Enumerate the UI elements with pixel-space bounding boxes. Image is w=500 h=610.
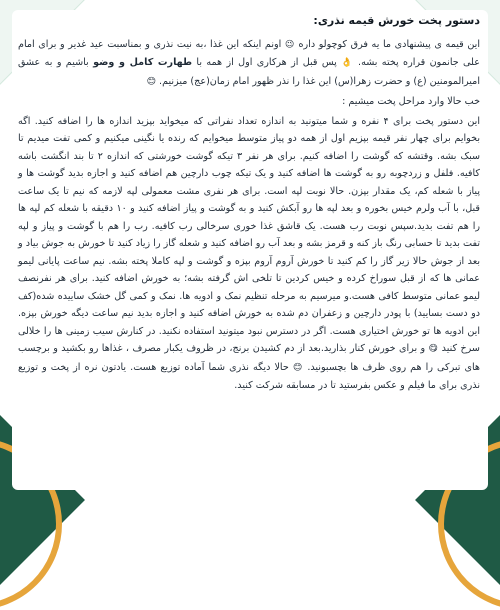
intro-paragraph — [18, 36, 480, 92]
yum-emoji-icon: 😋 — [428, 344, 439, 354]
intro-bold-text: طهارت کامل و وضو — [93, 57, 193, 68]
intro-text-3: پس قبل از هرکاری اول از همه با — [192, 57, 337, 68]
recipe-content — [18, 10, 480, 397]
intro-text-2: اونم اینکه این غذا ،به نیت نذری و بمناسبت عید غدیر و برای امام علی جانمون قراره پخته بشه. — [18, 38, 480, 68]
recipe-body-text-2: و برای خورش کنار بذارید.بعد از دم کشیدن برنج، در ظروف یکبار مصرف ، غذاها رو بکشید و برچسب های تبرکی را هم روی ظرف ها بچسبونید. — [18, 343, 480, 373]
ok-hand-emoji-icon: 👌 — [341, 58, 354, 68]
recipe-body-text-3: حالا دیگه نذری شما آماده توزیع هست. یادتون نره از پخت و توزیع نذری برای ما فیلم و عکس بفرستید تا در مسابقه شرکت کنید. — [18, 361, 480, 391]
intro-text-1: این قیمه ی پیشنهادی ما یه فرق کوچولو داره — [298, 38, 480, 50]
recipe-body-text-1: این دستور پخت برای ۴ نفره و شما میتونید به اندازه تعداد نفراتی که میخواید بپزید اندازه ها را اضافه کنید. اگه بخوایم برای چهار نفر قیمه بپزیم اول از همه دو پیاز متوسط میخوایم که رنده یا نگینی میکنیم و کمی تفت میدیم تا سبک بشه. وقتشه که گوشت را اضافه کنیم. برای هر نفر ۳ تیکه گوشت خورشتی که اندازه ۲ تا بند انگشت باشه کافیه. فلفل و زردچوبه رو به گوشت ها اضافه کنید و یک تیکه چوب دارچین هم اضافه کنید و اجازه بدید گوشت ها و پیاز با شعله کم، یک مقدار بپزن. حالا نوبت لپه است. برای هر نفری مشت معمولی لپه لازمه که نیم تا یک ساعت قبل، با آب ولرم خیس بخوره و بعد لپه ها رو آبکش کنید و به گوشت و پیاز اضافه کنید و ۱۰ دقیقه با شعله کم لپه ها را هم تفت بدید.سپس نوبت رب هست. یک قاشق غذا خوری سرخالی رب کافیه. رب را هم با گوشت و پیاز و لپه تفت بدید تا حسابی رنگ باز کنه و قرمز بشه و بعد آب رو اضافه کنید و شعله گاز را زیاد کنید تا خورش به جوش بیاد و بعد از جوش حالا زیر گاز را کم کنید تا خورش آروم آروم بپزه و گوشت و لپه کاملا پخته بشه. نیم ساعت پایانی لیمو عمانی ها که از قبل سوراخ کرده و خیس کردین تا تلخی اش گرفته بشه؛ به خورش اضافه کنید. برای هر نفرنصف لیمو عمانی متوسط کافی هست.و میرسیم به مرحله تنظیم نمک و ادویه ها. نمک و کمی گل خشک ساییده شده(کف دو دست بسایید) با پودر دارچین و زعفران دم شده به خورش اضافه کنید و اجازه بدید نیم ساعت دیگه خورش بپزه. این ادویه ها تو خورش اختیاری هست. اگر در دسترس نبود میتونید استفاده نکنید. در کنارش سیب زمینی ها را خلالی سرخ کنید — [18, 115, 481, 354]
wink-emoji-icon: 😉 — [284, 39, 295, 50]
recipe-title: دستور پخت خورش قیمه نذری: — [313, 14, 480, 27]
blush-emoji-icon: 😊 — [292, 362, 304, 373]
intro-text-4: باشیم و به عشق امیرالمومنین (ع) و حضرت زهرا(س) این غذا را نذر ظهور امام زمان(عج) میزنیم. — [18, 57, 480, 87]
recipe-card — [12, 10, 488, 490]
smile-emoji-icon: 😊 — [146, 76, 156, 87]
recipe-body-paragraph — [18, 113, 480, 395]
steps-intro: خب حالا وارد مراحل پخت میشیم : — [342, 96, 480, 107]
